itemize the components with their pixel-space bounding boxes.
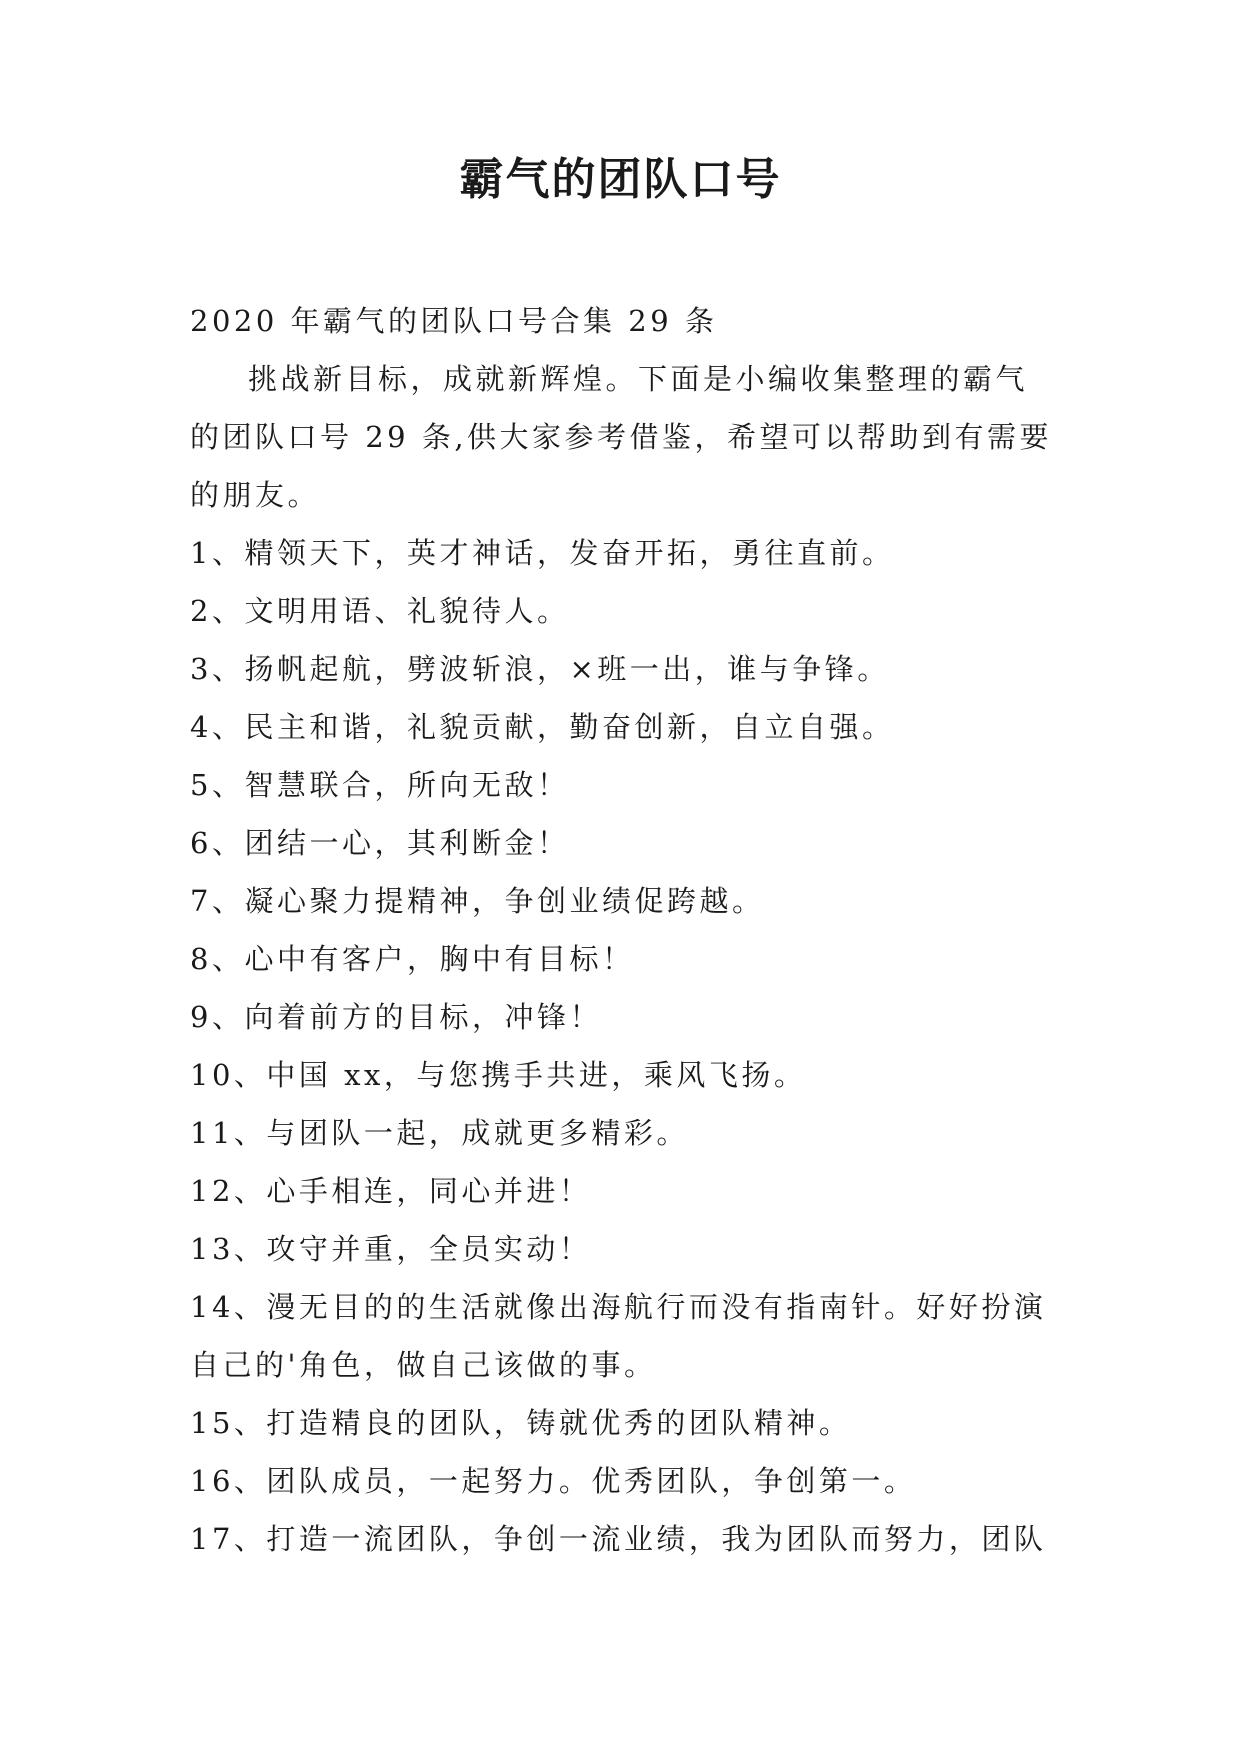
list-item: 13、攻守并重，全员实动！ (190, 1232, 592, 1266)
list-item: 16、团队成员，一起努力。优秀团队，争创第一。 (190, 1464, 917, 1498)
list-item: 12、心手相连，同心并进！ (190, 1174, 592, 1208)
list-item: 17、打造一流团队，争创一流业绩，我为团队而努力，团队 (190, 1522, 1047, 1556)
list-item: 9、向着前方的目标，冲锋！ (190, 1000, 602, 1034)
document-title: 霸气的团队口号 (459, 154, 782, 205)
intro-paragraph: 挑战新目标，成就新辉煌。下面是小编收集整理的霸气的团队口号 29 条,供大家参考借鉴，希望可以帮助到有需要的朋友。 (190, 362, 1053, 512)
list-item: 6、团结一心，其利断金！ (190, 826, 570, 860)
list-item: 4、民主和谐，礼貌贡献，勤奋创新，自立自强。 (190, 710, 895, 744)
list-item: 14、漫无目的的生活就像出海航行而没有指南针。好好扮演自己的'角色，做自己该做的事。 (190, 1290, 1047, 1382)
list-item: 1、精领天下，英才神话，发奋开拓，勇往直前。 (190, 536, 895, 570)
list-item: 11、与团队一起，成就更多精彩。 (190, 1116, 689, 1150)
list-item: 3、扬帆起航，劈波斩浪，×班一出，谁与争锋。 (190, 652, 890, 686)
list-item: 2、文明用语、礼貌待人。 (190, 594, 570, 628)
list-item: 10、中国 xx，与您携手共进，乘风飞扬。 (190, 1058, 807, 1092)
list-item: 7、凝心聚力提精神，争创业绩促跨越。 (190, 884, 765, 918)
list-item: 15、打造精良的团队，铸就优秀的团队精神。 (190, 1406, 852, 1440)
document-body (190, 292, 1060, 1568)
document-subtitle: 2020 年霸气的团队口号合集 29 条 (190, 304, 718, 338)
list-item: 8、心中有客户，胸中有目标！ (190, 942, 635, 976)
list-item: 5、智慧联合，所向无敌！ (190, 768, 570, 802)
